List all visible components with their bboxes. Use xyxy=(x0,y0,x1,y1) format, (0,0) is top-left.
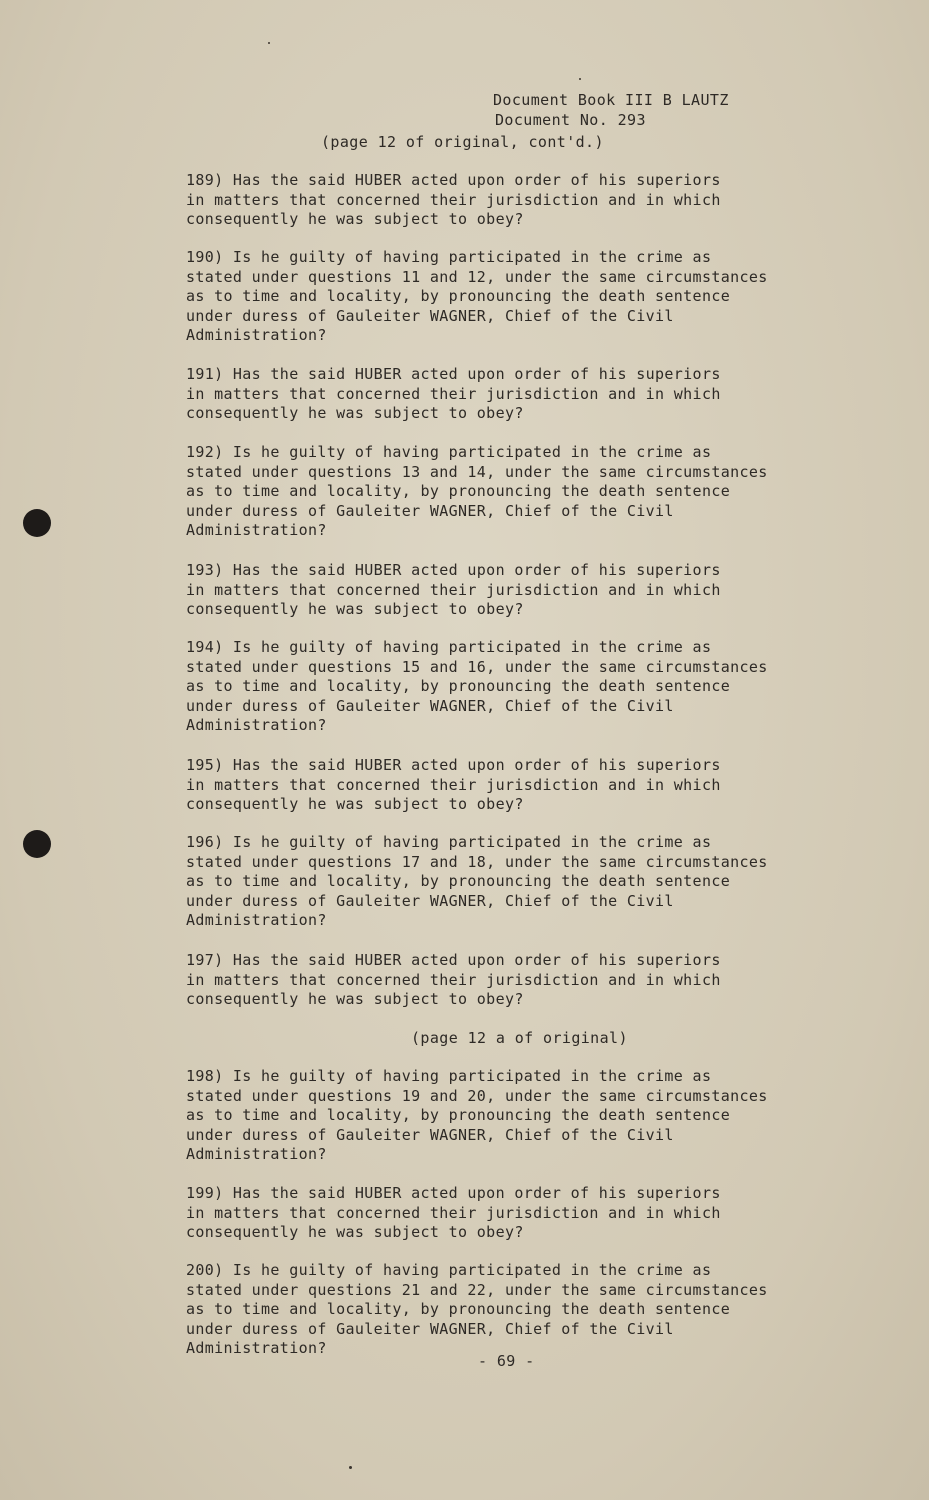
question-197: 197) Has the said HUBER acted upon order of his superiors in matters that concerned their jurisdiction and in which consequently he was subject to obey? xyxy=(186,951,721,1009)
question-194: 194) Is he guilty of having participated in the crime as stated under questions 15 and 16, under the same circumstances as to time and locality, by pronouncing the death sentence under duress of Gauleiter WAGNER, Chief of the Civil Administration? xyxy=(186,638,768,735)
document-number-label: Document No. 293 xyxy=(495,111,646,129)
question-196: 196) Is he guilty of having participated in the crime as stated under questions 17 and 18, under the same circumstances as to time and locality, by pronouncing the death sentence under duress of Gauleiter WAGNER, Chief of the Civil Administration? xyxy=(186,833,768,930)
punch-hole xyxy=(23,830,51,858)
paper-speck xyxy=(268,42,270,44)
page-12a-marker: (page 12 a of original) xyxy=(411,1029,628,1047)
question-193: 193) Has the said HUBER acted upon order of his superiors in matters that concerned their jurisdiction and in which consequently he was subject to obey? xyxy=(186,561,721,619)
question-189: 189) Has the said HUBER acted upon order of his superiors in matters that concerned their jurisdiction and in which consequently he was subject to obey? xyxy=(186,171,721,229)
question-199: 199) Has the said HUBER acted upon order of his superiors in matters that concerned their jurisdiction and in which consequently he was subject to obey? xyxy=(186,1184,721,1242)
question-198: 198) Is he guilty of having participated in the crime as stated under questions 19 and 20, under the same circumstances as to time and locality, by pronouncing the death sentence under duress of Gauleiter WAGNER, Chief of the Civil Administration? xyxy=(186,1067,768,1164)
document-book-label: Document Book III B LAUTZ xyxy=(493,91,729,109)
question-190: 190) Is he guilty of having participated in the crime as stated under questions 11 and 12, under the same circumstances as to time and locality, by pronouncing the death sentence under duress of Gauleiter WAGNER, Chief of the Civil Administration? xyxy=(186,248,768,345)
page-number: - 69 - xyxy=(478,1352,535,1370)
question-191: 191) Has the said HUBER acted upon order of his superiors in matters that concerned their jurisdiction and in which consequently he was subject to obey? xyxy=(186,365,721,423)
page-reference: (page 12 of original, cont'd.) xyxy=(321,133,604,151)
question-200: 200) Is he guilty of having participated in the crime as stated under questions 21 and 22, under the same circumstances as to time and locality, by pronouncing the death sentence under duress of Gauleiter WAGNER, Chief of the Civil Administration? xyxy=(186,1261,768,1358)
question-192: 192) Is he guilty of having participated in the crime as stated under questions 13 and 14, under the same circumstances as to time and locality, by pronouncing the death sentence under duress of Gauleiter WAGNER, Chief of the Civil Administration? xyxy=(186,443,768,540)
punch-hole xyxy=(23,509,51,537)
question-195: 195) Has the said HUBER acted upon order of his superiors in matters that concerned their jurisdiction and in which consequently he was subject to obey? xyxy=(186,756,721,814)
paper-speck xyxy=(579,78,581,80)
paper-speck xyxy=(349,1466,352,1469)
